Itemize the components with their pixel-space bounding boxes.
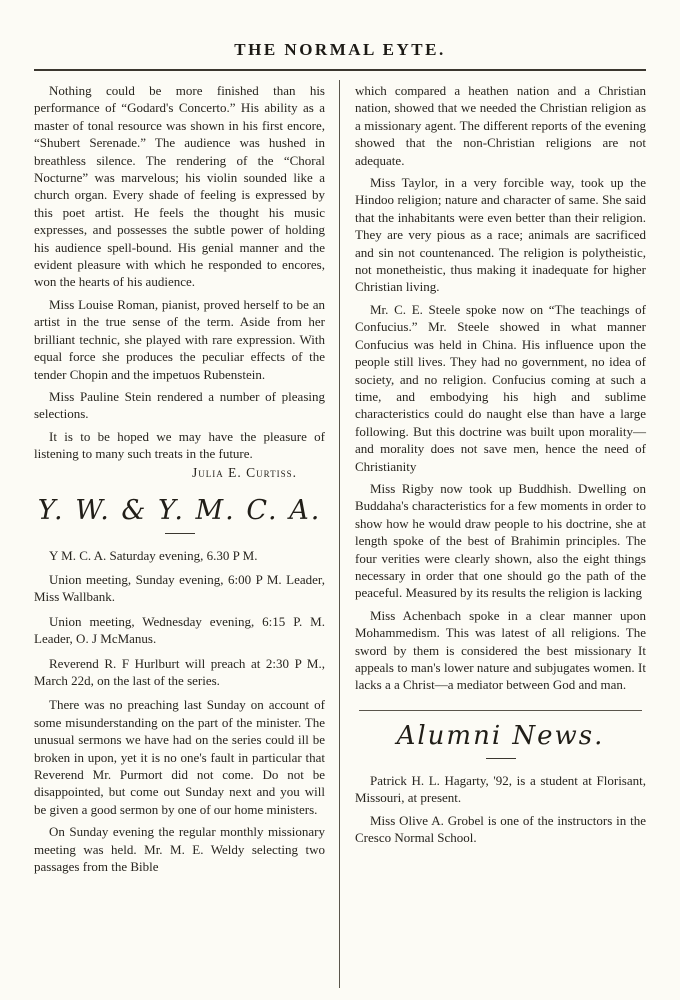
paragraph: There was no preaching last Sunday on account of some misunderstanding on the part of the minister. The unusual sermons we have had on the series could ill be broken in upon, yet it is no one's fault in particular that Reverend Mr. Purmort did not come. Do not be disappointed, but come out Sunday next and you will be given a good sermon by one of our home ministers.: [34, 697, 325, 817]
meeting-item: Y M. C. A. Saturday evening, 6.30 P M.: [49, 547, 258, 563]
paragraph: It is to be hoped we may have the pleasure of listening to many such treats in the future.: [34, 428, 325, 462]
paragraph: Miss Achenbach spoke in a clear manner upon Mohammedism. This was latest of all religions. The sword by them is considered the best missionary It appeals to man's lower nature and subjugates women. It lacks a a Christ—a mediator between God and man.: [355, 607, 646, 693]
left-column: [34, 82, 340, 880]
meeting-item: Union meeting, Wednesday evening, 6:15 P. M. Leader, O. J McManus.: [34, 613, 325, 647]
byline: Julia E. Curtiss.: [192, 464, 297, 480]
alumni-section-heading: Alumni News.: [396, 720, 605, 751]
masthead-rule: [34, 69, 646, 71]
paragraph: which compared a heathen nation and a Christian nation, showed that we needed the Christian religion as a missionary agent. The different reports of the evening showed that the non-Christian religions are not adequate.: [355, 83, 646, 168]
paragraph: Mr. C. E. Steele spoke now on “The teachings of Confucius.” Mr. Steele showed in what manner Confucius was held in China. His influence upon the people still lives. They had no government, no idea of society, and no religion. Confucius coming at such a time, and embodying his high and sublime characteristics could do naught else than have a large following. But this doctrine was built upon morality—and morality does not save men, hence the need of Christianity: [355, 301, 646, 474]
heading-ornament-rule: [486, 758, 516, 759]
society-section-heading: Y. W. & Y. M. C. A.: [37, 494, 322, 526]
heading-ornament-rule: [165, 533, 195, 534]
paragraph: Miss Louise Roman, pianist, proved herself to be an artist in the true sense of the term. Aside from her brilliant technic, she played with rare expression. With equal force she produces the peculiar effects of the tender Chopin and the impetuos Rubenstein.: [34, 296, 325, 382]
column-divider: [339, 80, 340, 988]
paragraph: Miss Rigby now took up Buddhish. Dwelling on Buddaha's characteristics for a few moments in order to show how he would draw people to his doctrine, she at length spoke of the best of Brahimin principles. The four verities were clearly shown, also the eight things necessary in order that one should go the path of the peaceful. Measured by its results the religion is lacking: [355, 480, 646, 601]
paragraph: Miss Olive A. Grobel is one of the instructors in the Cresco Normal School.: [355, 812, 646, 846]
paragraph: Patrick H. L. Hagarty, '92, is a student at Florisant, Missouri, at present.: [355, 772, 646, 806]
right-column: [340, 82, 646, 880]
section-divider-rule: [359, 710, 642, 711]
paragraph: On Sunday evening the regular monthly missionary meeting was held. Mr. M. E. Weldy selecting two passages from the Bible: [34, 824, 325, 875]
meeting-item: Union meeting, Sunday evening, 6:00 P M. Leader, Miss Wallbank.: [34, 571, 325, 605]
meeting-item: Reverend R. F Hurlburt will preach at 2:30 P M., March 22d, on the last of the series.: [34, 655, 325, 688]
masthead-title: THE NORMAL EYTE.: [234, 40, 446, 59]
paragraph: Miss Taylor, in a very forcible way, took up the Hindoo religion; nature and character of same. She said that the inhabitants were even better than their religion. They are very pious as a race; animals are sacrificed and sin not countenanced. The religion is polytheistic, not monetheistic, thus making it inadequate for higher Christian living.: [355, 175, 646, 295]
article-columns: [34, 82, 646, 880]
alumni-section: [355, 710, 646, 847]
paragraph: Nothing could be more finished than his performance of “Godard's Concerto.” His ability as a master of tonal resource was shown in his first encore, “Shubert Serenade.” The audience was hushed in breathless silence. The rendering of the “Choral Nocturne” was marvelous; his violin sounded like a church organ. Every shade of feeling is expressed by this poet artist. He feels the thought his music expresses, and possesses the subtle power of holding his audience spell-bound. His genial manner and the evident pleasure with which he responded to encores, won the hearts of his audience.: [34, 83, 325, 290]
paragraph: Miss Pauline Stein rendered a number of pleasing selections.: [34, 388, 325, 422]
society-section: [34, 495, 325, 876]
